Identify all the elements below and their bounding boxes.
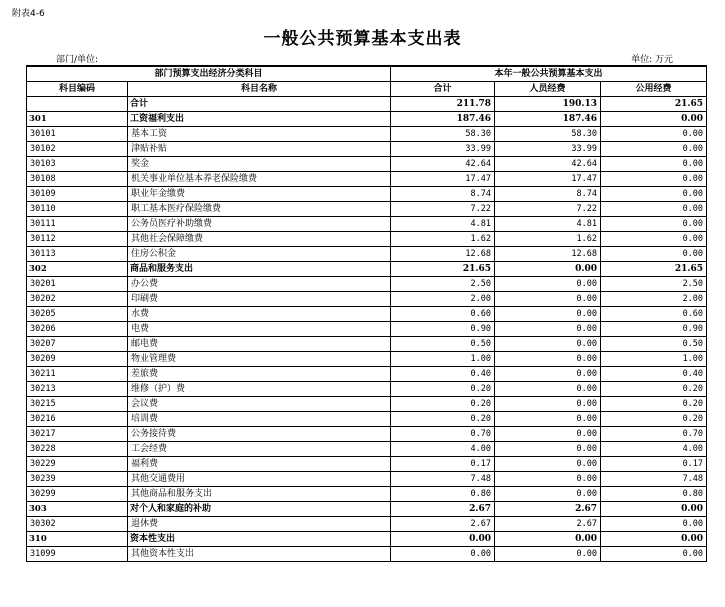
cell-code: 31099 (27, 547, 128, 562)
cell-name: 工会经费 (128, 442, 391, 457)
cell-public: 2.00 (601, 292, 707, 307)
cell-code: 302 (27, 262, 128, 277)
cell-total: 0.90 (391, 322, 495, 337)
cell-public: 0.20 (601, 397, 707, 412)
cell-personnel: 7.22 (495, 202, 601, 217)
cell-code: 30113 (27, 247, 128, 262)
cell-total: 8.74 (391, 187, 495, 202)
cell-code: 30110 (27, 202, 128, 217)
cell-name: 工资福利支出 (128, 112, 391, 127)
cell-personnel: 4.81 (495, 217, 601, 232)
table-row (27, 307, 707, 322)
cell-total: 0.20 (391, 412, 495, 427)
cell-public: 0.00 (601, 232, 707, 247)
cell-name: 电费 (128, 322, 391, 337)
cell-name: 职业年金缴费 (128, 187, 391, 202)
table-row (27, 457, 707, 472)
cell-name: 住房公积金 (128, 247, 391, 262)
cell-name: 退休费 (128, 517, 391, 532)
cell-public: 1.00 (601, 352, 707, 367)
cell-name: 商品和服务支出 (128, 262, 391, 277)
cell-name: 基本工资 (128, 127, 391, 142)
table-row (27, 442, 707, 457)
cell-name: 水费 (128, 307, 391, 322)
table-row (27, 547, 707, 562)
cell-total: 2.67 (391, 517, 495, 532)
table-row (27, 277, 707, 292)
cell-public: 0.00 (601, 547, 707, 562)
table-row (27, 112, 707, 127)
cell-total: 2.67 (391, 502, 495, 517)
cell-total: 0.80 (391, 487, 495, 502)
table-row (27, 157, 707, 172)
cell-public: 7.48 (601, 472, 707, 487)
page-label: 附表4-6 (12, 9, 45, 19)
cell-total: 7.22 (391, 202, 495, 217)
table-body (27, 97, 707, 562)
cell-public: 0.00 (601, 142, 707, 157)
department-label: 部门/单位: (56, 55, 99, 65)
cell-name: 其他社会保障缴费 (128, 232, 391, 247)
cell-total: 0.50 (391, 337, 495, 352)
cell-public: 0.20 (601, 412, 707, 427)
cell-total: 2.00 (391, 292, 495, 307)
table-row (27, 292, 707, 307)
cell-total: 33.99 (391, 142, 495, 157)
cell-code: 30302 (27, 517, 128, 532)
cell-personnel: 187.46 (495, 112, 601, 127)
cell-total: 0.60 (391, 307, 495, 322)
cell-total: 0.70 (391, 427, 495, 442)
cell-code: 30201 (27, 277, 128, 292)
cell-code: 30213 (27, 382, 128, 397)
cell-code: 30111 (27, 217, 128, 232)
table-row (27, 187, 707, 202)
cell-personnel: 0.00 (495, 337, 601, 352)
cell-personnel: 0.00 (495, 322, 601, 337)
cell-name: 会议费 (128, 397, 391, 412)
cell-total: 58.30 (391, 127, 495, 142)
table-row (27, 142, 707, 157)
cell-code: 30207 (27, 337, 128, 352)
cell-name: 邮电费 (128, 337, 391, 352)
cell-public: 0.17 (601, 457, 707, 472)
cell-total: 0.00 (391, 532, 495, 547)
unit-label: 单位: 万元 (631, 55, 673, 65)
cell-code: 301 (27, 112, 128, 127)
cell-name: 其他交通费用 (128, 472, 391, 487)
cell-code: 30206 (27, 322, 128, 337)
total-name: 合计 (128, 97, 391, 112)
cell-code: 30103 (27, 157, 128, 172)
table-row (27, 382, 707, 397)
cell-code: 30209 (27, 352, 128, 367)
table-row (27, 532, 707, 547)
cell-code: 30228 (27, 442, 128, 457)
header-name: 科目名称 (128, 82, 391, 97)
table-row (27, 412, 707, 427)
cell-public: 0.20 (601, 382, 707, 397)
header-code: 科目编码 (27, 82, 128, 97)
cell-total: 0.40 (391, 367, 495, 382)
cell-code: 30217 (27, 427, 128, 442)
cell-name: 办公费 (128, 277, 391, 292)
cell-code: 30101 (27, 127, 128, 142)
cell-total: 17.47 (391, 172, 495, 187)
cell-total: 187.46 (391, 112, 495, 127)
cell-code: 30202 (27, 292, 128, 307)
cell-personnel: 12.68 (495, 247, 601, 262)
cell-personnel: 2.67 (495, 502, 601, 517)
cell-name: 资本性支出 (128, 532, 391, 547)
cell-name: 其他商品和服务支出 (128, 487, 391, 502)
cell-code: 30229 (27, 457, 128, 472)
table-row (27, 322, 707, 337)
total-row (27, 97, 707, 112)
cell-personnel: 0.00 (495, 367, 601, 382)
cell-total: 0.20 (391, 382, 495, 397)
cell-public: 0.00 (601, 502, 707, 517)
cell-public: 0.00 (601, 517, 707, 532)
cell-total: 1.62 (391, 232, 495, 247)
cell-public: 0.80 (601, 487, 707, 502)
cell-public: 2.50 (601, 277, 707, 292)
cell-personnel: 0.00 (495, 442, 601, 457)
cell-code: 30211 (27, 367, 128, 382)
cell-personnel: 0.00 (495, 412, 601, 427)
table-row (27, 397, 707, 412)
cell-name: 公务接待费 (128, 427, 391, 442)
total-code (27, 97, 128, 112)
header-row-columns (27, 82, 707, 97)
cell-personnel: 58.30 (495, 127, 601, 142)
cell-code: 30112 (27, 232, 128, 247)
cell-personnel: 0.00 (495, 262, 601, 277)
cell-personnel: 2.67 (495, 517, 601, 532)
cell-public: 0.00 (601, 157, 707, 172)
cell-personnel: 0.00 (495, 292, 601, 307)
cell-total: 12.68 (391, 247, 495, 262)
header-classification: 部门预算支出经济分类科目 (27, 66, 391, 82)
cell-name: 福利费 (128, 457, 391, 472)
cell-name: 津贴补贴 (128, 142, 391, 157)
cell-name: 其他资本性支出 (128, 547, 391, 562)
cell-total: 1.00 (391, 352, 495, 367)
cell-name: 培训费 (128, 412, 391, 427)
cell-public: 0.00 (601, 202, 707, 217)
table-row (27, 337, 707, 352)
table-row (27, 517, 707, 532)
cell-code: 30215 (27, 397, 128, 412)
cell-code: 30299 (27, 487, 128, 502)
cell-personnel: 0.00 (495, 352, 601, 367)
cell-personnel: 0.00 (495, 547, 601, 562)
cell-personnel: 0.00 (495, 472, 601, 487)
table-row (27, 262, 707, 277)
cell-personnel: 17.47 (495, 172, 601, 187)
cell-personnel: 8.74 (495, 187, 601, 202)
table-row (27, 472, 707, 487)
cell-total: 4.81 (391, 217, 495, 232)
cell-code: 310 (27, 532, 128, 547)
table-row (27, 202, 707, 217)
cell-public: 0.40 (601, 367, 707, 382)
cell-name: 维修（护）费 (128, 382, 391, 397)
cell-personnel: 42.64 (495, 157, 601, 172)
cell-total: 21.65 (391, 262, 495, 277)
header-total: 合计 (391, 82, 495, 97)
cell-total: 2.50 (391, 277, 495, 292)
budget-table (26, 65, 707, 562)
cell-public: 0.00 (601, 112, 707, 127)
table-row (27, 367, 707, 382)
cell-total: 42.64 (391, 157, 495, 172)
table-row (27, 487, 707, 502)
cell-total: 0.17 (391, 457, 495, 472)
table-row (27, 232, 707, 247)
cell-public: 0.00 (601, 172, 707, 187)
cell-personnel: 0.00 (495, 397, 601, 412)
table-row (27, 247, 707, 262)
total-personnel: 190.13 (495, 97, 601, 112)
cell-code: 303 (27, 502, 128, 517)
page-title: 一般公共预算基本支出表 (263, 29, 462, 49)
cell-name: 物业管理费 (128, 352, 391, 367)
cell-personnel: 0.00 (495, 487, 601, 502)
cell-code: 30109 (27, 187, 128, 202)
table-row (27, 352, 707, 367)
cell-name: 机关事业单位基本养老保险缴费 (128, 172, 391, 187)
cell-public: 0.00 (601, 127, 707, 142)
cell-personnel: 0.00 (495, 427, 601, 442)
cell-total: 7.48 (391, 472, 495, 487)
cell-public: 0.00 (601, 187, 707, 202)
table-row (27, 127, 707, 142)
table-row (27, 502, 707, 517)
cell-public: 0.60 (601, 307, 707, 322)
cell-name: 公务员医疗补助缴费 (128, 217, 391, 232)
cell-total: 0.00 (391, 547, 495, 562)
cell-personnel: 0.00 (495, 382, 601, 397)
table-row (27, 172, 707, 187)
cell-personnel: 33.99 (495, 142, 601, 157)
cell-name: 职工基本医疗保险缴费 (128, 202, 391, 217)
table-row (27, 427, 707, 442)
cell-personnel: 1.62 (495, 232, 601, 247)
cell-total: 0.20 (391, 397, 495, 412)
header-personnel: 人员经费 (495, 82, 601, 97)
cell-public: 0.00 (601, 532, 707, 547)
cell-public: 0.90 (601, 322, 707, 337)
cell-personnel: 0.00 (495, 307, 601, 322)
cell-name: 奖金 (128, 157, 391, 172)
cell-public: 0.70 (601, 427, 707, 442)
cell-code: 30216 (27, 412, 128, 427)
cell-public: 0.00 (601, 247, 707, 262)
cell-name: 差旅费 (128, 367, 391, 382)
header-public: 公用经费 (601, 82, 707, 97)
cell-name: 印刷费 (128, 292, 391, 307)
cell-public: 21.65 (601, 262, 707, 277)
header-row-group (27, 66, 707, 82)
cell-public: 0.00 (601, 217, 707, 232)
cell-personnel: 0.00 (495, 457, 601, 472)
cell-public: 4.00 (601, 442, 707, 457)
cell-code: 30108 (27, 172, 128, 187)
table-row (27, 217, 707, 232)
cell-code: 30102 (27, 142, 128, 157)
cell-code: 30239 (27, 472, 128, 487)
cell-total: 4.00 (391, 442, 495, 457)
cell-name: 对个人和家庭的补助 (128, 502, 391, 517)
total-total: 211.78 (391, 97, 495, 112)
cell-code: 30205 (27, 307, 128, 322)
total-public: 21.65 (601, 97, 707, 112)
header-current-year: 本年一般公共预算基本支出 (391, 66, 707, 82)
cell-public: 0.50 (601, 337, 707, 352)
cell-personnel: 0.00 (495, 277, 601, 292)
cell-personnel: 0.00 (495, 532, 601, 547)
